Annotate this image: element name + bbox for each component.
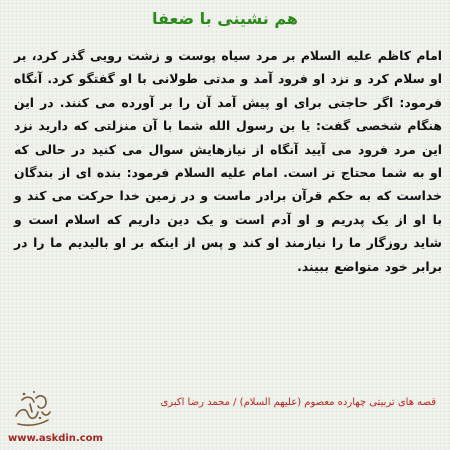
source-citation: قصه های تربیتی چهارده معصوم (علیهم السلام) / محمد رضا اکبری	[160, 397, 436, 408]
page-title: هم نشینی با ضعفا	[152, 9, 298, 28]
narrative-text: امام کاظم علیه السلام بر مرد سیاه پوست و زشت رویی گذر کرد، بر او سلام کرد و نزد او فرود آمد و مدتی طولانی با او گفتگو کرد. آنگاه فرمود: اگر حاجتی برای او پیش آمد آن را بر آورده می کنند. در این هنگام شخصی گفت: یا بن رسول الله شما با آن منزلتی که دارید نزد این مرد فرود می آیید آنگاه از نیازهایش سوال می کنید در حالی که او به شما محتاج تر است. امام علیه السلام فرمود: بنده ای از بندگان خداست که به حکم قرآن برادر ماست و در زمین خدا حرکت می کند و با او از یک پدریم و او آدم است و یک دین داریم که اسلام است و شاید روزگار ما را نیازمند او کند و پس از اینکه بر او بالیدیم ما را در برابر خود متواضع ببیند.	[14, 48, 442, 274]
website-url: www.askdin.com	[8, 433, 103, 444]
askdin-calligraphy-logo-icon	[10, 386, 54, 430]
